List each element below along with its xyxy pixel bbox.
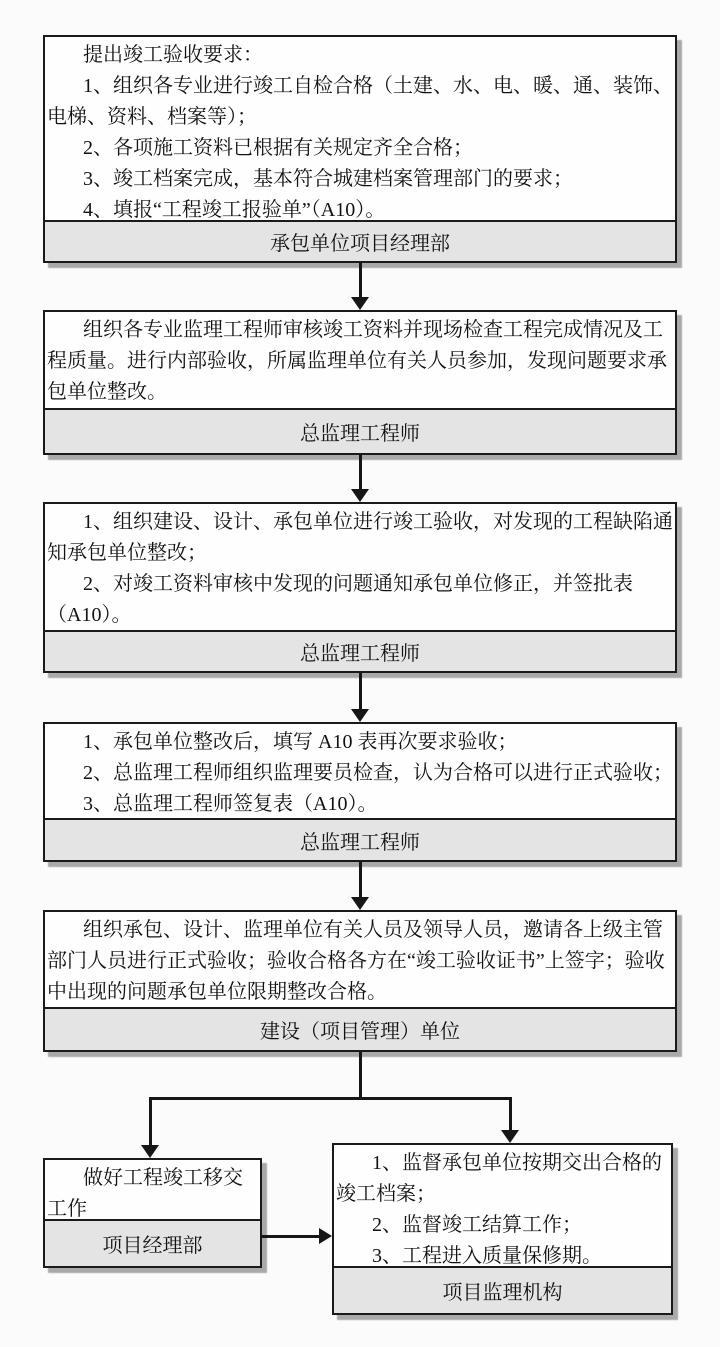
process-text-line: 2、对竣工资料审核中发现的问题通知承包单位修正，并签批表（A10）。 xyxy=(47,573,633,626)
responsible-unit-text: 总监理工程师 xyxy=(300,831,420,854)
process-box-2 xyxy=(43,310,677,455)
process-text-line: 1、组织各专业进行竣工自检合格（土建、水、电、暖、通、装饰、电梯、资料、档案等）； xyxy=(47,75,673,128)
flow-line-1 xyxy=(359,263,362,299)
process-box-3 xyxy=(43,502,677,673)
flow-line-4 xyxy=(359,862,362,899)
process-text-line: 提出竣工验收要求： xyxy=(83,44,263,66)
branch-stem-line xyxy=(359,1052,362,1100)
process-text-line: 组织承包、设计、监理单位有关人员及领导人员，邀请各上级主管部门人员进行正式验收；验收合格各方在“竣工验收证书”上签字；验收中出现的问题承包单位限期整改合格。 xyxy=(47,919,665,1003)
process-text-line: 1、监督承包单位按期交出合格的竣工档案； xyxy=(336,1152,662,1205)
branch-right-line xyxy=(509,1097,512,1131)
process-text-line: 4、填报“工程竣工报验单”（A10）。 xyxy=(83,199,386,220)
process-text-line: 2、监督竣工结算工作； xyxy=(372,1214,582,1236)
responsible-unit-label-4 xyxy=(45,818,675,860)
responsible-unit-text: 项目经理部 xyxy=(102,1235,203,1257)
process-text-line: 2、总监理工程师组织监理要员检查，认为合格可以进行正式验收； xyxy=(83,762,673,784)
process-box-handover-content xyxy=(45,1160,260,1219)
arrowhead-down-icon xyxy=(501,1130,519,1143)
process-box-handover xyxy=(43,1158,262,1268)
process-box-5-content xyxy=(45,912,675,1007)
process-text-line: 组织各专业监理工程师审核竣工资料并现场检查工程完成情况及工程质量。进行内部验收，所属监理单位有关人员参加，发现问题要求承包单位整改。 xyxy=(47,319,667,403)
arrowhead-down-icon xyxy=(351,297,369,310)
process-box-supervision xyxy=(332,1143,673,1315)
responsible-unit-text: 总监理工程师 xyxy=(300,423,420,445)
process-box-2-content xyxy=(45,312,675,408)
responsible-unit-text: 建设（项目管理）单位 xyxy=(260,1021,460,1043)
responsible-unit-label-5 xyxy=(45,1007,675,1050)
process-text-line: 做好工程竣工移交工作 xyxy=(47,1167,243,1219)
arrowhead-down-icon xyxy=(351,709,369,722)
process-box-3-content xyxy=(45,504,675,630)
process-box-1 xyxy=(43,35,677,263)
arrowhead-down-icon xyxy=(351,489,369,502)
arrowhead-right-icon xyxy=(319,1228,332,1244)
branch-left-line xyxy=(149,1097,152,1145)
process-box-4-content xyxy=(45,724,675,818)
process-text-line: 1、承包单位整改后，填写 A10 表再次要求验收； xyxy=(83,731,518,753)
process-box-5 xyxy=(43,910,677,1052)
process-text-line: 1、组织建设、设计、承包单位进行竣工验收，对发现的工程缺陷通知承包单位整改； xyxy=(47,511,673,564)
responsible-unit-label-3 xyxy=(45,630,675,671)
responsible-unit-label-2 xyxy=(45,408,675,453)
arrowhead-down-icon xyxy=(351,897,369,910)
arrowhead-down-icon xyxy=(141,1145,159,1158)
process-box-supervision-content xyxy=(334,1145,671,1266)
flow-line-2 xyxy=(359,455,362,491)
handover-to-supervision-line xyxy=(262,1235,320,1238)
responsible-unit-text: 总监理工程师 xyxy=(300,643,420,665)
branch-cross-line xyxy=(149,1097,512,1100)
responsible-unit-label-left xyxy=(45,1219,260,1266)
responsible-unit-text: 项目监理机构 xyxy=(442,1282,563,1304)
process-box-1-content xyxy=(45,37,675,220)
responsible-unit-label-1 xyxy=(45,220,675,261)
responsible-unit-label-right xyxy=(334,1266,671,1313)
process-text-line: 3、竣工档案完成，基本符合城建档案管理部门的要求； xyxy=(83,168,573,190)
process-text-line: 3、工程进入质量保修期。 xyxy=(372,1245,602,1266)
process-box-4 xyxy=(43,722,677,862)
process-text-line: 2、各项施工资料已根据有关规定齐全合格； xyxy=(83,137,473,159)
responsible-unit-text: 承包单位项目经理部 xyxy=(270,233,450,255)
process-text-line: 3、总监理工程师签复表（A10）。 xyxy=(83,793,378,815)
flow-line-3 xyxy=(359,673,362,711)
